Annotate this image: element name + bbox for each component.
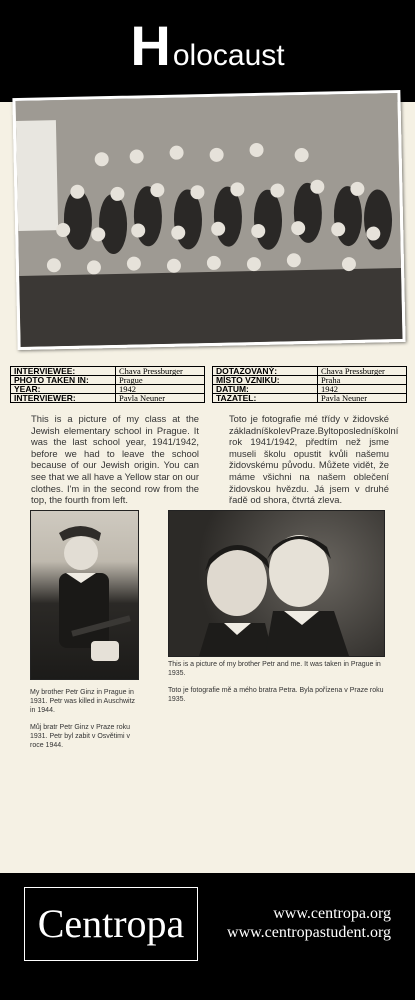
petr-caption-en: My brother Petr Ginz in Prague in 1931. Petr was killed in Auschwitz in 1944. xyxy=(30,689,136,714)
info-value: Pavla Neuner xyxy=(116,394,205,403)
info-key: TAZATEL: xyxy=(213,394,318,403)
centropa-student-url[interactable]: www.centropastudent.org xyxy=(227,924,391,941)
info-value: Chava Pressburger xyxy=(318,367,407,376)
description-cz: Toto je fotografie mé třídy v židovské základníškolevPraze.Byltoposledníškolní rok 1941/1942, předtím než jsme museli školu opustit kvůli našemu židovskému původu. Můžete vidět, že máme všichni na našem oblečení židovskou hvězdu. Já jsem v druhé řadě od shora, čtvrtá zleva. xyxy=(229,413,399,506)
info-key: INTERVIEWER: xyxy=(11,394,116,403)
info-row xyxy=(11,394,205,403)
info-value: 1942 xyxy=(318,385,407,394)
centropa-logo-box xyxy=(24,887,198,961)
interview-info-en xyxy=(10,366,205,403)
centropa-url[interactable]: www.centropa.org xyxy=(273,905,391,922)
info-key: PHOTO TAKEN IN: xyxy=(11,376,116,385)
info-value: Pavla Neuner xyxy=(318,394,407,403)
info-value: Praha xyxy=(318,376,407,385)
info-key: MÍSTO VZNIKU: xyxy=(213,376,318,385)
info-value: 1942 xyxy=(116,385,205,394)
centropa-logo: Centropa xyxy=(37,901,185,946)
page-title xyxy=(0,14,415,77)
title-initial: H xyxy=(130,14,171,77)
description-en: This is a picture of my class at the Jewish elementary school in Prague. It was the last school year, 1941/1942, before we had to leave the school because of our Jewish origin. You can see that we all have a Yellow star on our clothes. I'm in the second row from the top, the fourth from left. xyxy=(31,413,199,506)
title-rest: olocaust xyxy=(172,39,285,72)
petr-caption-cz: Můj bratr Petr Ginz v Praze roku 1931. Petr byl zabit v Osvětimi v roce 1944. xyxy=(30,724,130,749)
brother-and-me-photo xyxy=(168,510,385,657)
interview-info-cz xyxy=(212,366,407,403)
info-value: Prague xyxy=(116,376,205,385)
petr-photo xyxy=(30,510,139,680)
info-key: YEAR: xyxy=(11,385,116,394)
info-key: INTERVIEWEE: xyxy=(11,367,116,376)
info-row xyxy=(213,394,407,403)
duo-caption-en: This is a picture of my brother Petr and me. It was taken in Prague in 1935. xyxy=(168,661,381,677)
info-key: DATUM: xyxy=(213,385,318,394)
info-key: DOTAZOVANÝ: xyxy=(213,367,318,376)
info-value: Chava Pressburger xyxy=(116,367,205,376)
duo-caption-cz: Toto je fotografie mě a mého bratra Petra. Byla pořízena v Praze roku 1935. xyxy=(168,687,384,703)
class-photo xyxy=(12,90,405,350)
